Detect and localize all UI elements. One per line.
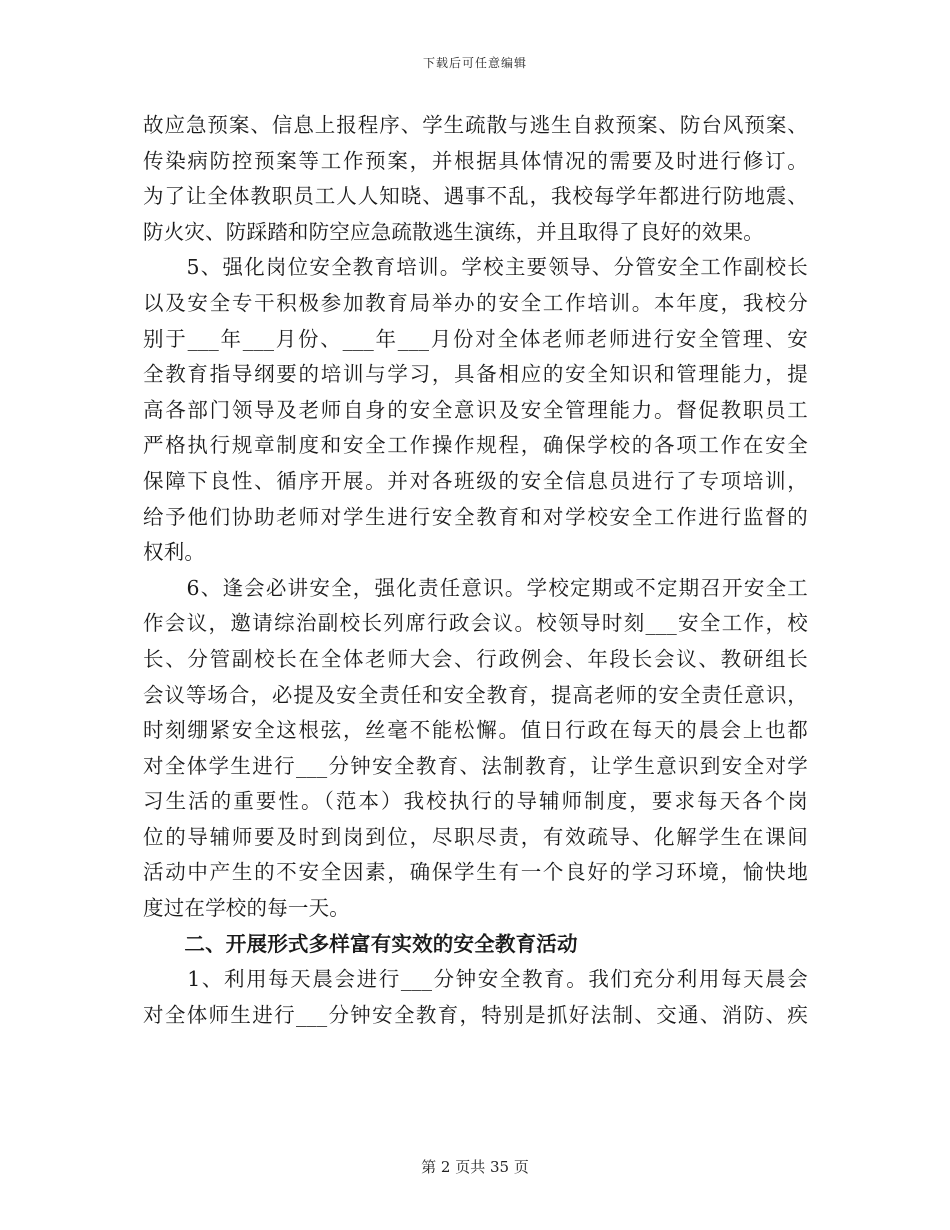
text-line: 保障下良性、循序开展。并对各班级的安全信息员进行了专项培训， [143,468,808,493]
text-line: 对全体师生进行___分钟安全教育，特别是抓好法制、交通、消防、疾 [143,1002,808,1027]
text-line: 权利。 [143,540,206,565]
text-line: 给予他们协助老师对学生进行安全教育和对学校安全工作进行监督的 [143,504,808,529]
text-line: 6、逢会必讲安全，强化责任意识。学校定期或不定期召开安全工 [143,575,808,600]
text-line: 会议等场合，必提及安全责任和安全教育，提高老师的安全责任意识， [143,682,808,707]
text-line: 防火灾、防踩踏和防空应急疏散逃生演练，并且取得了良好的效果。 [143,219,764,244]
text-line: 习生活的重要性。（范本）我校执行的导辅师制度，要求每天各个岗 [143,789,808,814]
text-line: 时刻绷紧安全这根弦，丝毫不能松懈。值日行政在每天的晨会上也都 [143,718,808,743]
section-heading: 二、开展形式多样富有实效的安全教育活动 [143,931,578,956]
text-line: 别于___年___月份、___年___月份对全体老师老师进行安全管理、安 [143,326,808,351]
text-line: 位的导辅师要及时到岗到位，尽职尽责，有效疏导、化解学生在课间 [143,824,808,849]
text-line: 活动中产生的不安全因素，确保学生有一个良好的学习环境，愉快地 [143,860,808,885]
text-line: 度过在学校的每一天。 [143,896,350,921]
page-footer: 第 2 页共 35 页 [421,1158,529,1176]
text-line: 1、利用每天晨会进行___分钟安全教育。我们充分利用每天晨会 [143,967,808,992]
document-body [143,108,808,1033]
text-line: 传染病防控预案等工作预案，并根据具体情况的需要及时进行修订。 [143,148,808,173]
text-line: 高各部门领导及老师自身的安全意识及安全管理能力。督促教职员工 [143,397,808,422]
page-header: 下载后可任意编辑 [422,56,527,70]
text-line: 5、强化岗位安全教育培训。学校主要领导、分管安全工作副校长 [143,255,808,280]
text-line: 作会议，邀请综治副校长列席行政会议。校领导时刻___安全工作，校 [143,611,808,636]
text-line: 为了让全体教职员工人人知晓、遇事不乱，我校每学年都进行防地震、 [143,184,808,209]
text-line: 以及安全专干积极参加教育局举办的安全工作培训。本年度，我校分 [143,290,808,315]
text-line: 故应急预案、信息上报程序、学生疏散与逃生自救预案、防台风预案、 [143,113,808,137]
text-line: 严格执行规章制度和安全工作操作规程，确保学校的各项工作在安全 [143,433,808,458]
text-line: 对全体学生进行___分钟安全教育、法制教育，让学生意识到安全对学 [143,753,808,778]
text-line: 长、分管副校长在全体老师大会、行政例会、年段长会议、教研组长 [143,646,808,671]
text-line: 全教育指导纲要的培训与学习，具备相应的安全知识和管理能力，提 [143,362,808,387]
